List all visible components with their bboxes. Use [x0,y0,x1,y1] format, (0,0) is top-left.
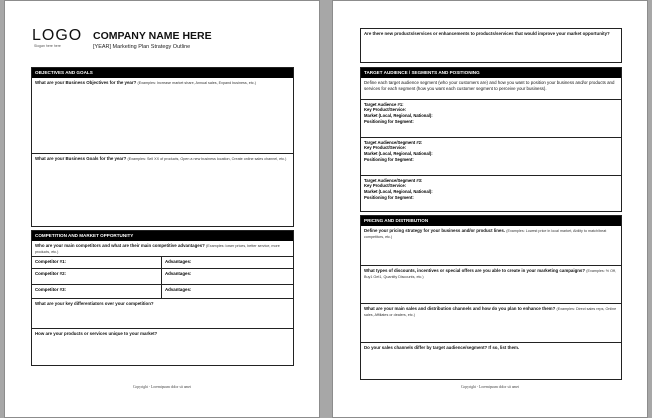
competitors-question-text: Who are your main competitors and what are their main competitive advantages? [35,242,205,248]
pricing-examples: (Examples: Lowest price in local market, Ability to match/beat competitors, etc.) [364,228,607,239]
segment-title: Target Audience/Segment #3: [364,177,423,183]
target-header: TARGET AUDIENCE / SEGMENTS AND POSITIONING [361,68,621,78]
document-page-1 [4,0,320,418]
objectives-examples: (Examples: Increase market share, Annual sales, Expand business, etc.) [137,80,256,85]
segment-market: Market (Local, Regional, National): [364,112,433,118]
channels-segment-question[interactable] [361,343,621,378]
segment-positioning: Positioning for Segment: [364,118,414,124]
page-footer: Copyright - Loremipsum dolor sit amet [132,385,192,389]
target-intro: Define each target audience segment (who your customers are) and how you want to position your business and/or products and services for each segment (how you want each customer segment to perceive your business). [361,78,621,100]
unique-question-text: How are your products or services unique to your market? [35,330,158,336]
objectives-section [31,67,294,227]
advantages-label: Advantages: [165,258,192,264]
competitor-row-1[interactable] [32,257,293,269]
segment-positioning: Positioning for Segment: [364,156,414,162]
competitor-label: Competitor #3: [32,285,162,298]
competitors-question[interactable] [32,241,293,257]
improvements-box[interactable] [360,28,622,63]
unique-question[interactable] [32,329,293,363]
segment-product: Key Product/Service: [364,183,407,189]
competitor-label: Competitor #1: [32,257,162,268]
goals-examples: (Examples: Sell XX of products, Open a new business location, Create online sales channel, etc.) [127,156,287,161]
segment-block-1[interactable] [361,100,621,138]
segment-positioning: Positioning for Segment: [364,194,414,200]
segment-product: Key Product/Service: [364,145,407,151]
document-page-2 [332,0,648,418]
competitor-row-3[interactable] [32,285,293,299]
channels-question[interactable] [361,304,621,343]
discounts-examples: (Examples: % Off, Buy1 Get1, Quantity Discounts, etc.) [364,268,616,279]
pricing-section [360,215,622,380]
discounts-question-text: What types of discounts, incentives or special offers are you able to create in your marketing campaigns? [364,267,586,273]
segment-title: Target Audience/Segment #2: [364,139,423,145]
goals-question-text: What are your Business Goals for the year? [35,155,127,161]
pricing-question-text: Define your pricing strategy for your business and/or product lines. [364,227,506,233]
channels-examples: (Examples: Direct sales reps, Online sales, Affiliates or dealers, etc.) [364,306,617,317]
discounts-question[interactable] [361,266,621,304]
document-subtitle: [YEAR] Marketing Plan Strategy Outline [93,44,191,50]
objectives-question[interactable] [32,78,293,154]
channels-question-text: What are your main sales and distribution channels and how do you plan to enhance them? [364,305,556,311]
logo-text: LOGO [32,27,83,44]
improvements-question-text: Are there new products/services or enhancements to products/services that would improve your market opportunity? [364,30,610,36]
differentiators-question[interactable] [32,299,293,329]
pricing-header: PRICING AND DISTRIBUTION [361,216,621,226]
objectives-header: OBJECTIVES AND GOALS [32,68,293,78]
pricing-question[interactable] [361,226,621,266]
segment-block-2[interactable] [361,138,621,176]
segment-title: Target Audience #1: [364,101,404,107]
improvements-question [361,29,621,38]
advantages-label: Advantages: [165,270,192,276]
competition-header: COMPETITION AND MARKET OPPORTUNITY [32,231,293,241]
goals-question[interactable] [32,154,293,226]
objectives-question-text: What are your Business Objectives for the year? [35,79,137,85]
segment-market: Market (Local, Regional, National): [364,188,433,194]
company-name: COMPANY NAME HERE [93,30,212,42]
logo-tagline: Slogan here here [34,44,61,48]
page-footer: Copyright - Loremipsum dolor sit amet [460,385,520,389]
competitor-label: Competitor #2: [32,269,162,284]
logo [32,28,82,48]
target-section [360,67,622,212]
channels-segment-question-text: Do your sales channels differ by target audience/segment? If so, list them. [364,344,520,350]
competitors-examples: (Examples: lower prices, better service, more products, etc.) [35,243,280,254]
advantages-label: Advantages: [165,286,192,292]
segment-product: Key Product/Service: [364,107,407,113]
segment-block-3[interactable] [361,176,621,211]
competitor-row-2[interactable] [32,269,293,285]
competition-section [31,230,294,366]
differentiators-question-text: What are your key differentiators over your competition? [35,300,154,306]
segment-market: Market (Local, Regional, National): [364,150,433,156]
